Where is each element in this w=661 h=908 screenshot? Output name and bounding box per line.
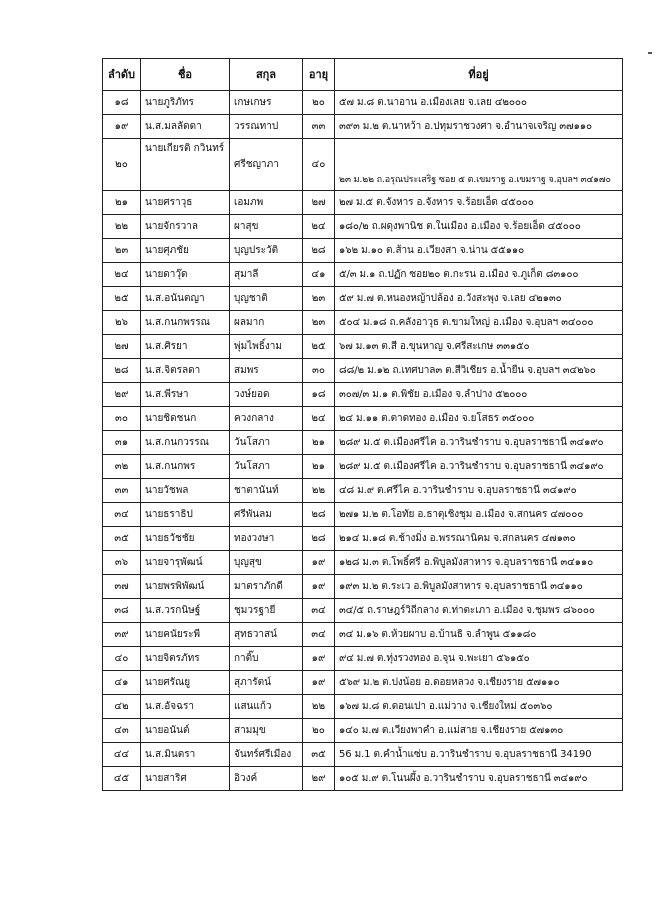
cell-row-number: ๓๖	[103, 551, 141, 575]
cell-surname: วรรณทาป	[230, 115, 303, 139]
cell-surname: สุทธวาสน์	[230, 623, 303, 647]
table-row	[103, 335, 623, 359]
cell-age: ๑๙	[303, 575, 335, 599]
cell-surname: ทองวงษา	[230, 527, 303, 551]
table-row	[103, 359, 623, 383]
cell-age: ๒๐	[303, 719, 335, 743]
cell-first-name: นายจิตรภัทร	[141, 647, 230, 671]
header-surname: สกุล	[230, 59, 303, 91]
cell-first-name: น.ส.มลลัดดา	[141, 115, 230, 139]
cell-first-name: นายเกียรติ กวินทร์	[141, 139, 230, 191]
cell-address: ๕/๓ ม.๑ ถ.ปฏัก ซอย๒๐ ต.กะรน อ.เมือง จ.ภูเก็ต ๘๓๑๐๐	[335, 263, 623, 287]
cell-surname: ศรีชญาภา	[230, 139, 303, 191]
cell-surname: ชาตานันท์	[230, 479, 303, 503]
cell-row-number: ๒๔	[103, 263, 141, 287]
cell-first-name: น.ส.อัจฉรา	[141, 695, 230, 719]
cell-first-name: นายศุภชัย	[141, 239, 230, 263]
cell-surname: ผลมาก	[230, 311, 303, 335]
cell-first-name: นายภูริภัทร	[141, 91, 230, 115]
cell-row-number: ๔๐	[103, 647, 141, 671]
cell-row-number: ๓๐	[103, 407, 141, 431]
cell-row-number: ๒๖	[103, 311, 141, 335]
cell-first-name: นายคนัยระพี	[141, 623, 230, 647]
cell-surname: สมพร	[230, 359, 303, 383]
cell-address: ๒๘๙ ม.๕ ต.เมืองศรีไค อ.วารินชำราบ จ.อุบลราชธานี ๓๔๑๙๐	[335, 431, 623, 455]
cell-surname: จันทร์ศรีเมือง	[230, 743, 303, 767]
cell-first-name: นายธราธิป	[141, 503, 230, 527]
header-name: ชื่อ	[141, 59, 230, 91]
cell-row-number: ๔๔	[103, 743, 141, 767]
cell-address: ๒๔ ม.๑๑ ต.ตาดทอง อ.เมือง จ.ยโสธร ๓๕๐๐๐	[335, 407, 623, 431]
cell-address: ๑๖๒ ม.๑๐ ต.ส้าน อ.เวียงสา จ.น่าน ๕๕๑๑๐	[335, 239, 623, 263]
cell-age: ๒๙	[303, 767, 335, 791]
cell-address: ๙๔ ม.๗ ต.ทุ่งรวงทอง อ.จุน จ.พะเยา ๕๖๑๕๐	[335, 647, 623, 671]
table-row	[103, 455, 623, 479]
cell-surname: ชุมวรฐายี	[230, 599, 303, 623]
cell-first-name: น.ส.กนกวรรณ	[141, 431, 230, 455]
table-row	[103, 767, 623, 791]
cell-first-name: น.ส.กนกพรรณ	[141, 311, 230, 335]
cell-surname: แสนแก้ว	[230, 695, 303, 719]
cell-first-name: นายพรพิพัฒน์	[141, 575, 230, 599]
cell-surname: เกษเกษร	[230, 91, 303, 115]
cell-age: ๒๗	[303, 191, 335, 215]
cell-age: ๓๕	[303, 743, 335, 767]
cell-age: ๒๑	[303, 455, 335, 479]
cell-age: ๑๘	[303, 383, 335, 407]
cell-address: ๕๙ ม.๗ ต.หนองหญ้าปล้อง อ.วังสะพุง จ.เลย ๔๒๑๓๐	[335, 287, 623, 311]
cell-row-number: ๒๑	[103, 191, 141, 215]
cell-address: ๔๘ ม.๙ ต.ศรีไค อ.วารินชำราบ จ.อุบลราชธานี ๓๔๑๙๐	[335, 479, 623, 503]
cell-address: ๒๗ ม.๕ ต.จังหาร อ.จังหาร จ.ร้อยเอ็ด ๔๕๐๐๐	[335, 191, 623, 215]
cell-address: ๑๔๐ ม.๗ ต.เวียงพาคำ อ.แม่สาย จ.เชียงราย ๕๗๑๓๐	[335, 719, 623, 743]
cell-age: ๒๔	[303, 407, 335, 431]
cell-row-number: ๓๙	[103, 623, 141, 647]
cell-first-name: นายสาริศ	[141, 767, 230, 791]
cell-age: ๑๙	[303, 671, 335, 695]
table-row	[103, 431, 623, 455]
cell-surname: วงษ์ยอด	[230, 383, 303, 407]
cell-row-number: ๒๐	[103, 139, 141, 191]
table-row	[103, 599, 623, 623]
cell-row-number: ๓๕	[103, 527, 141, 551]
cell-first-name: นายจารุพัฒน์	[141, 551, 230, 575]
cell-age: ๑๙	[303, 647, 335, 671]
cell-row-number: ๓๓	[103, 479, 141, 503]
cell-row-number: ๓๗	[103, 575, 141, 599]
table-row	[103, 215, 623, 239]
cell-surname: ศรีพันลม	[230, 503, 303, 527]
cell-age: ๔๐	[303, 139, 335, 191]
cell-age: ๔๑	[303, 263, 335, 287]
table-row	[103, 91, 623, 115]
cell-first-name: น.ส.อนันตญา	[141, 287, 230, 311]
header-row	[103, 59, 623, 91]
cell-row-number: ๔๒	[103, 695, 141, 719]
cell-address: ๑๙๓ ม.๒ ต.ระเว อ.พิบูลมังสาหาร จ.อุบลราชธานี ๓๔๑๑๐	[335, 575, 623, 599]
table-row	[103, 239, 623, 263]
cell-age: ๒๘	[303, 527, 335, 551]
cell-address: ๖๗ ม.๑๓ ต.สี อ.ขุนหาญ จ.ศรีสะเกษ ๓๓๑๕๐	[335, 335, 623, 359]
cell-row-number: ๒๗	[103, 335, 141, 359]
cell-first-name: นายจักรวาล	[141, 215, 230, 239]
cell-address: ๕๐๔ ม.๑๘ ถ.คลังอาวุธ ต.ขามใหญ่ อ.เมือง จ.อุบลฯ ๓๔๐๐๐	[335, 311, 623, 335]
cell-address: ๓๔/๕ ถ.ราษฎร์วิถีกลาง ต.ท่าตะเภา อ.เมือง จ.ชุมพร ๘๖๐๐๐	[335, 599, 623, 623]
cell-row-number: ๒๓	[103, 239, 141, 263]
cell-address: ๒๘๙ ม.๕ ต.เมืองศรีไค อ.วารินชำราบ จ.อุบลราชธานี ๓๔๑๙๐	[335, 455, 623, 479]
cell-surname: อิวงค์	[230, 767, 303, 791]
cell-row-number: ๓๑	[103, 431, 141, 455]
cell-row-number: ๒๘	[103, 359, 141, 383]
cell-surname: ผาสุข	[230, 215, 303, 239]
cell-age: ๒๕	[303, 335, 335, 359]
cell-surname: มาตราภักดี	[230, 575, 303, 599]
table-row	[103, 311, 623, 335]
cell-age: ๒๘	[303, 239, 335, 263]
cell-first-name: น.ส.มินตรา	[141, 743, 230, 767]
cell-first-name: นายธวัชชัย	[141, 527, 230, 551]
corner-mark	[648, 52, 652, 54]
header-address: ที่อยู่	[335, 59, 623, 91]
cell-age: ๓๔	[303, 623, 335, 647]
cell-address: ๑๖๗ ม.๘ ต.ดอนเปา อ.แม่วาง จ.เชียงใหม่ ๕๐๓๖๐	[335, 695, 623, 719]
cell-age: ๒๒	[303, 479, 335, 503]
cell-row-number: ๑๙	[103, 115, 141, 139]
cell-age: ๓๓	[303, 115, 335, 139]
cell-address: ๒๓ ม.๒๒ ถ.อรุณประเสริฐ ซอย ๕ ต.เขมราฐ อ.เขมราฐ จ.อุบลฯ ๓๔๑๗๐	[335, 139, 623, 191]
cell-address: ๕๗ ม.๘ ต.นาอาน อ.เมืองเลย จ.เลย ๔๒๐๐๐	[335, 91, 623, 115]
cell-age: ๒๓	[303, 287, 335, 311]
header-no: ลำดับ	[103, 59, 141, 91]
table-row	[103, 527, 623, 551]
cell-row-number: ๒๙	[103, 383, 141, 407]
cell-age: ๒๘	[303, 503, 335, 527]
cell-first-name: นายอนันต์	[141, 719, 230, 743]
table-row	[103, 407, 623, 431]
cell-first-name: นายศรัณยู	[141, 671, 230, 695]
cell-surname: สุภารัตน์	[230, 671, 303, 695]
cell-age: ๒๓	[303, 311, 335, 335]
cell-address: ๒๗๑ ม.๒ ต.โอทัย อ.ธาตุเชิงชุม อ.เมือง จ.สกนคร ๔๗๐๐๐	[335, 503, 623, 527]
table-row	[103, 671, 623, 695]
cell-surname: ควงกลาง	[230, 407, 303, 431]
table-row	[103, 287, 623, 311]
table-row	[103, 575, 623, 599]
roster-table	[102, 58, 623, 791]
cell-first-name: นายศราวุธ	[141, 191, 230, 215]
cell-surname: บุญชาติ	[230, 287, 303, 311]
table-row	[103, 551, 623, 575]
cell-first-name: น.ส.ศิรยา	[141, 335, 230, 359]
cell-address: ๕๖๙ ม.๒ ต.ปงน้อย อ.ดอยหลวง จ.เชียงราย ๕๗๑๑๐	[335, 671, 623, 695]
cell-age: ๑๙	[303, 551, 335, 575]
table-row	[103, 623, 623, 647]
cell-age: ๒๐	[303, 91, 335, 115]
cell-surname: บุญสุข	[230, 551, 303, 575]
table-row	[103, 263, 623, 287]
cell-row-number: ๔๕	[103, 767, 141, 791]
cell-surname: พุ่มไพธิ์งาม	[230, 335, 303, 359]
cell-first-name: น.ส.พีรษา	[141, 383, 230, 407]
table-row	[103, 503, 623, 527]
cell-surname: วันโสภา	[230, 431, 303, 455]
cell-surname: กาติ๊บ	[230, 647, 303, 671]
cell-surname: สุมาลี	[230, 263, 303, 287]
cell-row-number: ๔๑	[103, 671, 141, 695]
cell-first-name: นายดาวุ๊ด	[141, 263, 230, 287]
cell-address: ๑๐๕ ม.๙ ต.โนนผึ้ง อ.วารินชำราบ จ.อุบลราชธานี ๓๔๑๙๐	[335, 767, 623, 791]
cell-row-number: ๑๘	[103, 91, 141, 115]
table-row	[103, 647, 623, 671]
cell-address: ๑๘๐/๒ ถ.ผดุงพานิช ต.ในเมือง อ.เมือง จ.ร้อยเอ็ด ๔๕๐๐๐	[335, 215, 623, 239]
table-row	[103, 695, 623, 719]
table-body	[103, 91, 623, 791]
cell-address: ๓๐๗/๓ ม.๑ ต.พิชัย อ.เมือง จ.ลำปาง ๕๒๐๐๐	[335, 383, 623, 407]
cell-age: ๓๐	[303, 359, 335, 383]
table-row	[103, 479, 623, 503]
cell-row-number: ๒๒	[103, 215, 141, 239]
cell-address: ๒๑๔ ม.๑๘ ต.ช้างมิ่ง อ.พรรณานิคม จ.สกลนคร ๔๗๑๓๐	[335, 527, 623, 551]
cell-first-name: นายชิดชนก	[141, 407, 230, 431]
cell-first-name: น.ส.จิตรลดา	[141, 359, 230, 383]
cell-row-number: ๓๔	[103, 503, 141, 527]
cell-age: ๒๒	[303, 695, 335, 719]
table-row	[103, 383, 623, 407]
cell-first-name: น.ส.วรกนิษฐ์	[141, 599, 230, 623]
cell-address: ๑๒๘ ม.๓ ต.โพธิ์ศรี อ.พิบูลมังสาหาร จ.อุบลราชธานี ๓๔๑๑๐	[335, 551, 623, 575]
cell-row-number: ๓๒	[103, 455, 141, 479]
cell-address: ๓๔ ม.๑๖ ต.ห้วยผาบ อ.บ้านธิ จ.ลำพูน ๕๑๑๘๐	[335, 623, 623, 647]
cell-age: ๓๔	[303, 599, 335, 623]
cell-address: ๓๙๓ ม.๒ ต.นาหว้า อ.ปทุมราชวงศา จ.อำนาจเจริญ ๓๗๑๑๐	[335, 115, 623, 139]
cell-age: ๒๑	[303, 431, 335, 455]
cell-address: 56 ม.1 ต.คำน้ำแซ่บ อ.วารินชำราบ จ.อุบลราชธานี 34190	[335, 743, 623, 767]
cell-surname: เอมภพ	[230, 191, 303, 215]
table-row	[103, 719, 623, 743]
cell-surname: สามมุข	[230, 719, 303, 743]
table-row	[103, 191, 623, 215]
cell-address: ๘๘/๒ ม.๑๒ ถ.เทศบาล๓ ต.สีวิเชียร อ.น้ำยืน จ.อุบลฯ ๓๔๒๖๐	[335, 359, 623, 383]
table-row	[103, 115, 623, 139]
cell-row-number: ๔๓	[103, 719, 141, 743]
cell-first-name: นายวัชพล	[141, 479, 230, 503]
table-row	[103, 139, 623, 191]
cell-first-name: น.ส.กนกพร	[141, 455, 230, 479]
cell-row-number: ๓๘	[103, 599, 141, 623]
cell-row-number: ๒๕	[103, 287, 141, 311]
cell-age: ๒๔	[303, 215, 335, 239]
header-age: อายุ	[303, 59, 335, 91]
cell-surname: บุญประวัติ	[230, 239, 303, 263]
cell-surname: วันโสภา	[230, 455, 303, 479]
table-row	[103, 743, 623, 767]
